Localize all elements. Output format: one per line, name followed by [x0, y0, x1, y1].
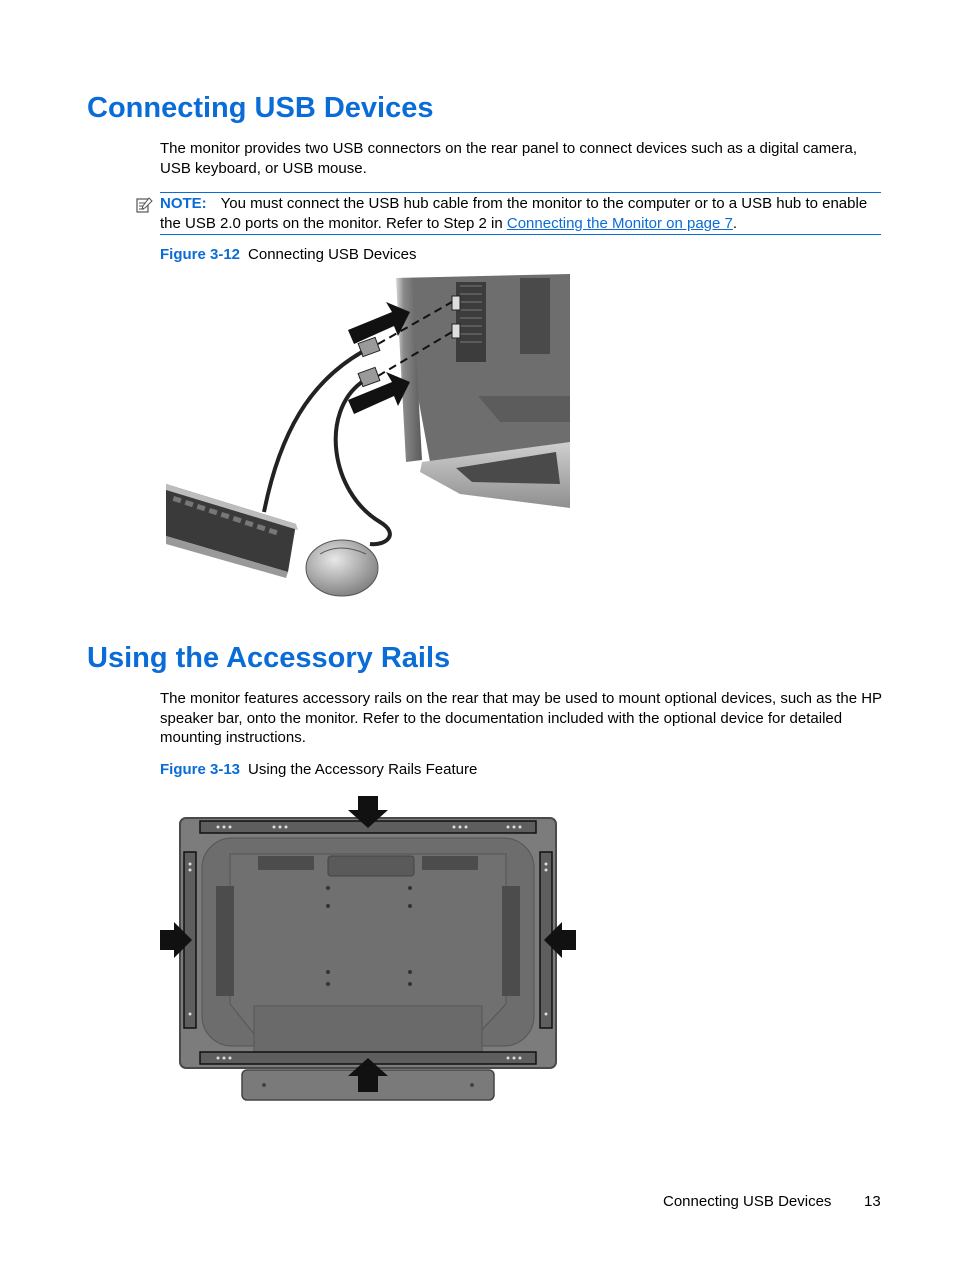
footer-section-title: Connecting USB Devices: [663, 1193, 832, 1210]
section-body-rails: The monitor features accessory rails on the rear that may be used to mount optional devices, such as the HP speaker bar, onto the monitor. Refer to the documentation included with the optional device for detailed mounting instructions.: [160, 690, 882, 746]
figure-caption-3-13: [160, 761, 477, 778]
note-text-end: .: [732, 214, 738, 232]
figure-usb-connection: [160, 272, 572, 613]
figure-number: Figure 3-13: [160, 761, 241, 778]
figure-number: Figure 3-12: [160, 246, 241, 263]
figure-caption-text: Using the Accessory Rails Feature: [248, 761, 478, 778]
footer-page-number: 13: [864, 1193, 881, 1210]
note-pad-icon: [135, 196, 153, 220]
figure-caption-3-12: [160, 246, 416, 263]
note-text: You must connect the USB hub cable from the monitor to the computer or to a USB hub to enable the USB 2.0 ports on the monitor. Refer to Step 2 in: [160, 195, 868, 232]
link-connecting-monitor[interactable]: Connecting the Monitor on page 7: [506, 214, 733, 232]
note-box: [160, 192, 881, 235]
note-label: NOTE:: [160, 195, 207, 212]
section-body-usb: The monitor provides two USB connectors on the rear panel to connect devices such as a digital camera, USB keyboard, or USB mouse.: [160, 140, 858, 177]
figure-caption-text: Connecting USB Devices: [248, 246, 417, 263]
section-heading-accessory-rails: Using the Accessory Rails: [87, 642, 451, 674]
section-heading-connecting-usb: Connecting USB Devices: [87, 92, 434, 124]
figure-accessory-rails: [158, 794, 580, 1109]
